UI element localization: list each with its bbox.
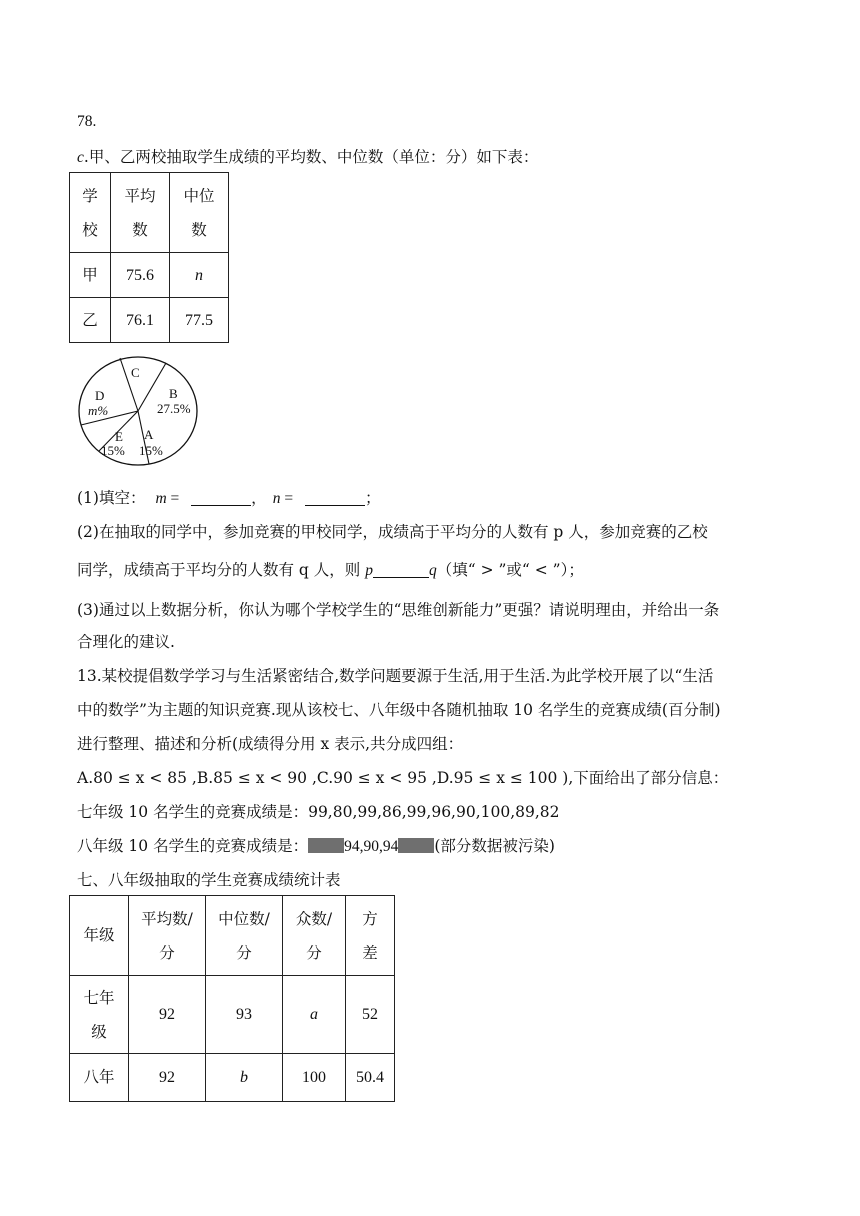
grade8-mean: 92 xyxy=(129,1054,206,1102)
grade7-variance: 52 xyxy=(346,976,395,1054)
header-school: 学 校 xyxy=(70,173,111,253)
yi-mean: 76.1 xyxy=(111,298,170,343)
grade8-label: 八年 xyxy=(70,1054,129,1102)
header-variance: 方 差 xyxy=(346,896,395,976)
grade8-scores: 八年级 10 名学生的竞赛成绩是： 94,90,94 (部分数据被污染) xyxy=(77,837,555,855)
pie-label-c: C xyxy=(131,365,140,380)
part-1: (1)填空： m = ， n = ； xyxy=(77,489,381,507)
part-3-line-1: (3)通过以上数据分析，你认为哪个学校学生的“思维创新能力”更强？请说明理由，并给出一条 xyxy=(77,601,720,619)
item-c-letter: c xyxy=(77,149,84,166)
blank-compare[interactable] xyxy=(373,561,429,578)
part-3-line-2: 合理化的建议. xyxy=(77,633,175,651)
pie-label-b: B xyxy=(169,386,178,401)
part-2-line-2: 同学，成绩高于平均分的人数有 q 人，则 p q（填“ > ”或“ < ”）； xyxy=(77,561,584,579)
pie-label-e: E xyxy=(115,429,123,444)
stats-table-title: 七、八年级抽取的学生竞赛成绩统计表 xyxy=(77,871,341,889)
grade8-median: b xyxy=(206,1054,283,1102)
header-mean: 平均 数 xyxy=(111,173,170,253)
header-median-score: 中位数/ 分 xyxy=(206,896,283,976)
blank-n[interactable] xyxy=(305,489,365,506)
grade7-median: 93 xyxy=(206,976,283,1054)
previous-answer: 78. xyxy=(77,113,97,130)
q13-line-2: 中的数学”为主题的知识竞赛.现从该校七、八年级中各随机抽取 10 名学生的竞赛成绩(百分制) xyxy=(77,701,721,719)
pie-label-a-pct: 15% xyxy=(139,443,163,458)
pie-label-d: D xyxy=(95,388,105,403)
q13-groups: A.80 ≤ x < 85 ,B.85 ≤ x < 90 ,C.90 ≤ x < 95 ,D.95 ≤ x ≤ 100 ),下面给出了部分信息： xyxy=(77,769,729,787)
item-c-description: .甲、乙两校抽取学生成绩的平均数、中位数（单位：分）如下表： xyxy=(83,148,539,166)
grade7-scores: 七年级 10 名学生的竞赛成绩是：99,80,99,86,99,96,90,100,89,82 xyxy=(77,803,560,821)
header-mode-score: 众数/ 分 xyxy=(283,896,346,976)
q13-line-1: 13.某校提倡数学学习与生活紧密结合,数学问题要源于生活,用于生活.为此学校开展了以“生活 xyxy=(77,667,714,685)
grade8-mode: 100 xyxy=(283,1054,346,1102)
blank-m[interactable] xyxy=(191,489,251,506)
smudge-1 xyxy=(308,838,344,853)
grade-stats-table xyxy=(69,895,395,1102)
school-stats-table xyxy=(69,172,229,343)
grade7-label: 七年 级 xyxy=(70,976,129,1054)
pie-label-d-pct: m% xyxy=(88,403,109,418)
header-grade: 年级 xyxy=(70,896,129,976)
q13-line-3: 进行整理、描述和分析(成绩得分用 x 表示,共分成四组： xyxy=(77,735,464,753)
school-jia: 甲 xyxy=(70,253,111,298)
pie-label-e-pct: 15% xyxy=(101,443,125,458)
header-mean-score: 平均数/ 分 xyxy=(129,896,206,976)
pie-chart xyxy=(77,355,199,467)
jia-mean: 75.6 xyxy=(111,253,170,298)
header-median: 中位 数 xyxy=(170,173,229,253)
item-c-text xyxy=(77,145,538,170)
smudge-2 xyxy=(398,838,434,853)
school-yi: 乙 xyxy=(70,298,111,343)
jia-median: n xyxy=(170,253,229,298)
yi-median: 77.5 xyxy=(170,298,229,343)
pie-label-b-pct: 27.5% xyxy=(157,401,191,416)
pie-label-a: A xyxy=(144,427,154,442)
grade7-mode: a xyxy=(283,976,346,1054)
grade7-mean: 92 xyxy=(129,976,206,1054)
part-2-line-1: (2)在抽取的同学中，参加竞赛的甲校同学，成绩高于平均分的人数有 p 人，参加竞赛的乙校 xyxy=(77,523,708,541)
grade8-variance: 50.4 xyxy=(346,1054,395,1102)
